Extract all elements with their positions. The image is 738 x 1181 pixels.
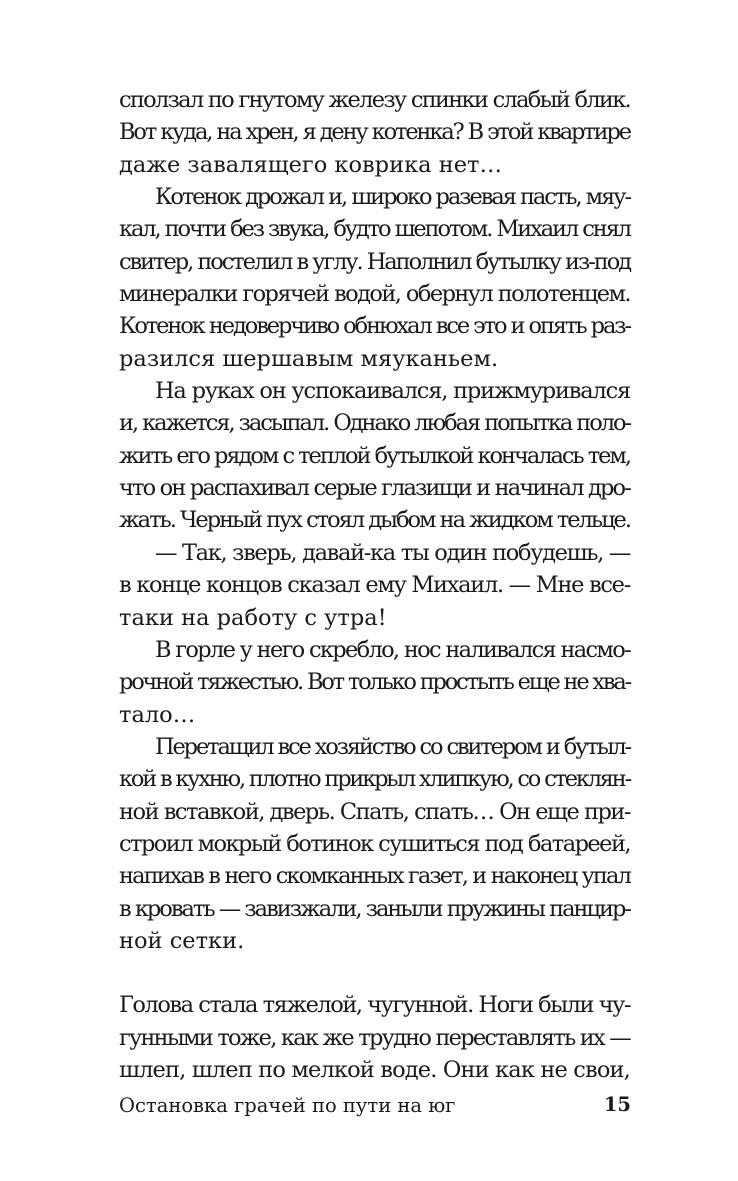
text-line: в конце концов сказал ему Михаил. — Мне все- — [119, 572, 630, 599]
text-line: напихав в него скомканных газет, и наконец упал — [119, 863, 630, 890]
running-footer-title: Остановка грачей по пути на юг — [119, 1094, 456, 1117]
text-line: ной сетки. — [119, 927, 245, 954]
text-line: Котенок дрожал и, широко разевая пасть, мяу- — [155, 184, 630, 211]
text-line: таки на работу с утра! — [119, 604, 387, 631]
text-line: — Так, зверь, давай-ка ты один побудешь, — — [155, 539, 630, 566]
section-break — [119, 957, 630, 989]
text-line: ной вставкой, дверь. Спать, спать… Он еще при- — [119, 798, 630, 825]
text-line: кал, почти без звука, будто шепотом. Михаил снял — [119, 216, 630, 243]
text-line: Вот куда, на хрен, я дену котенка? В этой квартире — [119, 119, 630, 146]
text-line: жить его рядом с теплой бутылкой кончалась тем, — [119, 442, 630, 469]
text-line: свитер, постелил в углу. Наполнил бутылку из-под — [119, 248, 630, 275]
paragraph — [119, 181, 630, 375]
paragraph — [119, 989, 630, 1086]
paragraph — [119, 84, 630, 181]
text-line: В горле у него скребло, нос наливался насмо- — [155, 636, 630, 663]
text-line: строил мокрый ботинок сушиться под батареей, — [119, 830, 630, 857]
text-line: разился шершавым мяуканьем. — [119, 345, 499, 372]
page-number: 15 — [603, 1093, 631, 1116]
text-line: Перетащил все хозяйство со свитером и бутыл- — [155, 733, 630, 760]
text-line: Голова стала тяжелой, чугунной. Ноги были чу- — [119, 992, 630, 1019]
paragraph — [119, 634, 630, 731]
paragraph — [119, 375, 630, 537]
paragraph — [119, 537, 630, 634]
text-line: Котенок недоверчиво обнюхал все это и опять раз- — [119, 313, 630, 340]
text-line: и, кажется, засыпал. Однако любая попытка поло- — [119, 410, 630, 437]
text-line: жать. Черный пух стоял дыбом на жидком тельце. — [119, 507, 630, 534]
text-line: На руках он успокаивался, прижмуривался — [155, 378, 630, 405]
text-line: в кровать — завизжали, заныли пружины панцир- — [119, 895, 630, 922]
text-line: сползал по гнутому железу спинки слабый блик. — [119, 87, 630, 113]
body-text — [119, 84, 630, 1086]
text-line: даже завалящего коврика нет… — [119, 151, 502, 178]
paragraph — [119, 731, 630, 957]
text-line: минералки горячей водой, обернул полотенцем. — [119, 281, 630, 308]
text-line: тало… — [119, 701, 196, 728]
text-line: шлеп, шлеп по мелкой воде. Они как не свои, — [119, 1056, 630, 1083]
text-line: кой в кухню, плотно прикрыл хлипкую, со стеклян- — [119, 766, 630, 793]
text-line: что он распахивал серые глазищи и начинал дро- — [119, 475, 630, 502]
text-line: рочной тяжестью. Вот только простыть еще не хва- — [119, 669, 630, 696]
text-line: гунными тоже, как же трудно переставлять их — — [119, 1024, 630, 1051]
